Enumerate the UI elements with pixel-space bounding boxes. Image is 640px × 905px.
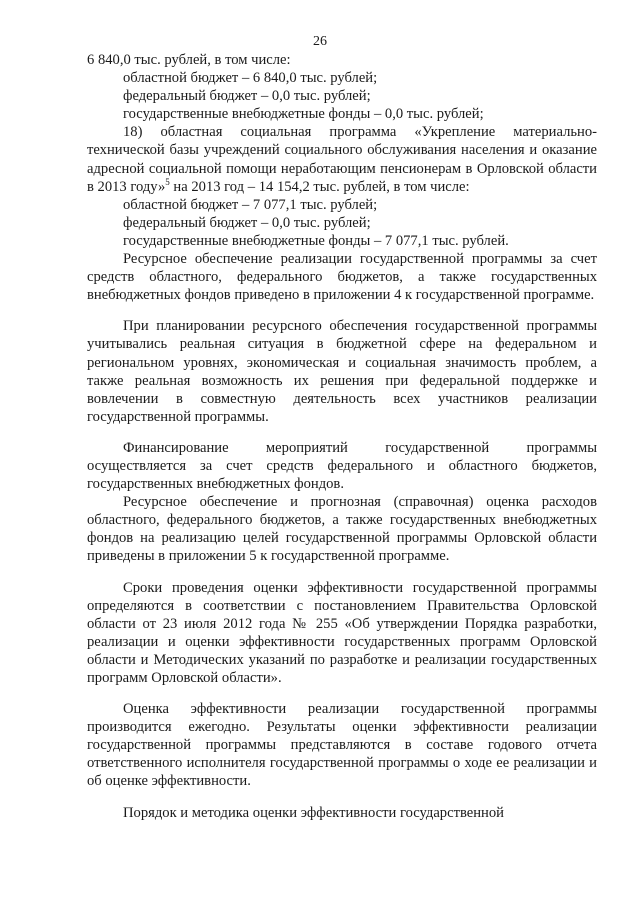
text-line-total: 6 840,0 тыс. рублей, в том числе: [87, 52, 291, 68]
text-line-federal-budget: федеральный бюджет – 0,0 тыс. рублей; [123, 88, 371, 105]
paragraph-planning: При планировании ресурсного обеспечения государственной программы учитывались реальная ситуация в бюджетной сфере на федеральном и региональном уровнях, экономическая и социальная значимость проблем, а также реальная возможность их решения при федеральной поддержке и вовлечении в совместную деятельность всех участников реализации государственной программы. [87, 318, 597, 425]
text-line-regional-budget: областной бюджет – 6 840,0 тыс. рублей; [123, 70, 378, 87]
paragraph-evaluation-terms: Сроки проведения оценки эффективности государственной программы определяются в соответствии с постановлением Правительства Орловской области от 23 июля 2012 года № 255 «Об утверждении Порядка разработки, реализации и оценки эффективности государственных программ Орловской области и Методических указаний по разработке и реализации государственных программ Орловской области». [87, 579, 597, 686]
item18-extrabudgetary-funds: государственные внебюджетные фонды – 7 077,1 тыс. рублей. [123, 232, 509, 249]
program-item-18-text: 18) областная социальная программа «Укрепление материально-технической базы учреждений социального обслуживания населения и оказание адресной социальной помощи неработающим пенсионерам в Орловской области в 2013 году» [87, 124, 597, 195]
page-number: 26 [313, 34, 327, 49]
footnote-mark: 5 [165, 176, 170, 187]
paragraph-evaluation-annual: Оценка эффективности реализации государственной программы производится ежегодно. Результаты оценки эффективности реализации государственной программы представляются в составе годового отчета ответственного исполнителя государственной программы о ходе ее реализации и об оценке эффективности. [87, 701, 597, 790]
paragraph-financing: Финансирование мероприятий государственной программы осуществляется за счет средств федерального и областного бюджетов, государственных внебюджетных фондов. [87, 439, 597, 493]
item18-regional-budget: областной бюджет – 7 077,1 тыс. рублей; [123, 196, 378, 213]
program-item-18-text-after: на 2013 год – 14 154,2 тыс. рублей, в том числе: [169, 178, 470, 195]
paragraph-methodology: Порядок и методика оценки эффективности государственной [123, 804, 504, 821]
text-line-extrabudgetary-funds: государственные внебюджетные фонды – 0,0 тыс. рублей; [123, 106, 484, 123]
program-item-18 [87, 123, 597, 195]
item18-federal-budget: федеральный бюджет – 0,0 тыс. рублей; [123, 214, 371, 231]
paragraph-resource-provision: Ресурсное обеспечение реализации государственной программы за счет средств областного, федерального бюджетов, а также государственных внебюджетных фондов приведено в приложении 4 к государственной программе. [87, 251, 597, 304]
paragraph-forecast-estimate: Ресурсное обеспечение и прогнозная (справочная) оценка расходов областного, федерального бюджетов, а также государственных внебюджетных фондов на реализацию целей государственной программы Орловской области приведены в приложении 5 к государственной программе. [87, 494, 597, 565]
document-body [87, 51, 597, 822]
